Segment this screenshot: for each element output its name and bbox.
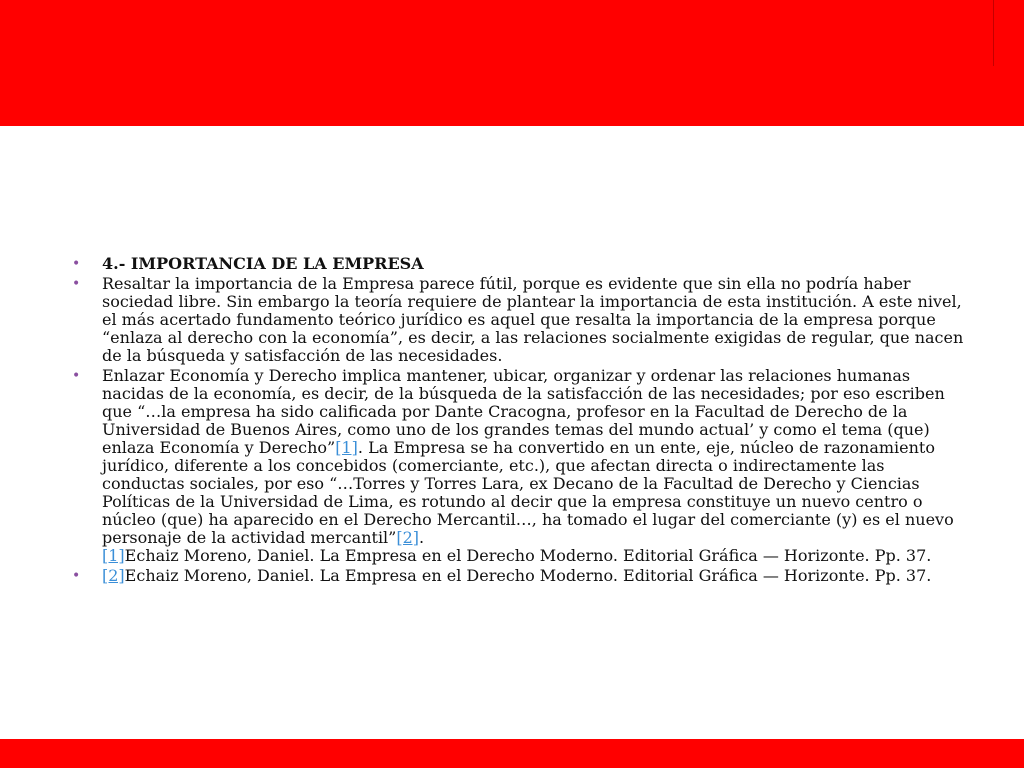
bullet-item-economia-derecho [72,367,972,565]
bullet-item-heading [72,255,972,273]
footnote-link-2[interactable]: [2] [396,528,420,547]
paragraph-economia-part-b: . La Empresa se ha convertido en un ente, eje, núcleo de razonamiento jurídico, diferente a los concebidos (comerciante, etc.), que afectan directa o indirectamente las conductas sociales, por eso “…Torres y Torres Lara, ex Decano de la Facultad de Derecho y Ciencias Políticas de la Universidad de Lima, es rotundo al decir que la empresa constituye un nuevo centro o núcleo (que) ha aparecido en el Derecho Mercantil…, ha tomado el lugar del comerciante (y) es el nuevo personaje de la actividad mercantil” [102,438,954,547]
paragraph-economia-part-a: Enlazar Economía y Derecho implica mantener, ubicar, organizar y ordenar las relaciones humanas nacidas de la economía, es decir, de la búsqueda de la satisfacción de las necesidades; por eso escriben que “…la empresa ha sido calificada por Dante Cracogna, profesor en la Facultad de Derecho de la Universidad de Buenos Aires, como uno de los grandes temas del mundo actual’ y como el tema (que) enlaza Economía y Derecho” [102,366,945,457]
bullet-item-footnote-2 [72,567,972,585]
bottom-red-band [0,739,1024,768]
bullet-icon: • [72,568,81,584]
footnote-text-1: Echaiz Moreno, Daniel. La Empresa en el Derecho Moderno. Editorial Gráfica — Horizonte. Pp. 37. [124,546,932,565]
band-divider-line [993,0,994,66]
footnote-anchor-1[interactable]: [1] [102,546,125,565]
footnote-text-2: Echaiz Moreno, Daniel. La Empresa en el Derecho Moderno. Editorial Gráfica — Horizonte. Pp. 37. [124,566,932,585]
footnote-link-1[interactable]: [1] [335,438,358,457]
bullet-item-importance [72,275,972,365]
bullet-icon: • [72,256,81,272]
top-red-band [0,0,1024,126]
paragraph-importance: Resaltar la importancia de la Empresa parece fútil, porque es evidente que sin ella no podría haber sociedad libre. Sin embargo la teoría requiere de plantear la importancia de esta institución. A este nivel, el más acertado fundamento teórico jurídico es aquel que resalta la importancia de la empresa porque “enlaza al derecho con la economía”, es decir, a las relaciones socialmente exigidas de regular, que nacen de la búsqueda y satisfacción de las necesidades. [102,274,964,365]
bullet-icon: • [72,368,81,384]
bullet-icon: • [72,276,81,292]
bullet-list [72,255,972,585]
paragraph-economia-part-c: . [419,528,425,547]
section-heading: 4.- IMPORTANCIA DE LA EMPRESA [102,254,424,273]
footnote-anchor-2[interactable]: [2] [102,566,125,585]
slide-body [72,255,972,587]
